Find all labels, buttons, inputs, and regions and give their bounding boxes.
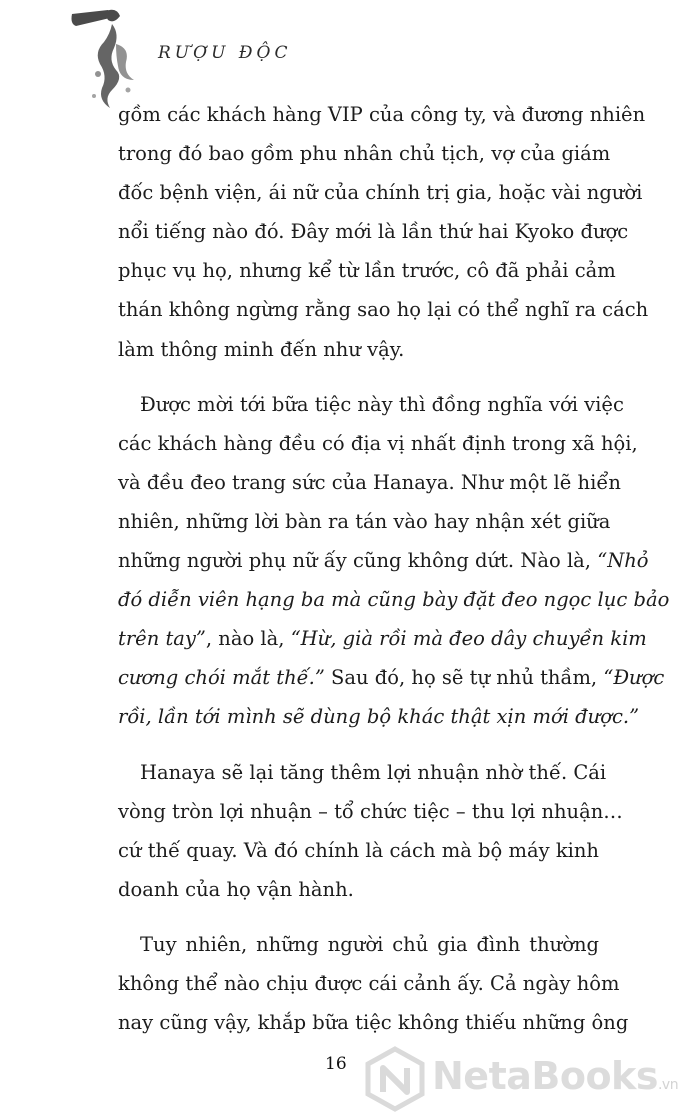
watermark-brand	[432, 1054, 678, 1098]
quote-text: “Nhỏ	[597, 549, 649, 573]
body-text	[118, 95, 670, 1042]
watermark-brand-text: NetaBooks	[432, 1054, 658, 1098]
text-line	[118, 541, 649, 580]
text-line: Hanaya sẽ lại tăng thêm lợi nhuận nhờ thế. Cái	[140, 760, 607, 784]
netabooks-logo-icon	[362, 1046, 428, 1112]
quote-text: “Hừ, già rồi mà đeo dây chuyền kim	[290, 627, 647, 651]
text-line: gồm các khách hàng VIP của công ty, và đương nhiên	[118, 103, 646, 126]
text-line: đốc bệnh viện, ái nữ của chính trị gia, hoặc vài người	[118, 181, 643, 205]
text-line	[118, 619, 647, 658]
text-line: doanh của họ vận hành.	[118, 877, 354, 901]
text-segment: , nào là,	[205, 627, 291, 651]
text-line: và đều đeo trang sức của Hanaya. Như một lẽ hiển	[118, 470, 621, 494]
text-line: làm thông minh đến như vậy.	[118, 337, 405, 361]
text-line: các khách hàng đều có địa vị nhất định trong xã hội,	[118, 431, 638, 455]
quote-text: đó diễn viên hạng ba mà cũng bày đặt đeo ngọc lục bảo	[118, 588, 670, 612]
text-line: nhiên, những lời bàn ra tán vào hay nhận xét giữa	[118, 509, 611, 533]
text-segment: những người phụ nữ ấy cũng không dứt. Nào là,	[118, 549, 598, 573]
text-line: nổi tiếng nào đó. Đây mới là lần thứ hai Kyoko được	[118, 220, 629, 244]
quote-text: trên tay”	[118, 627, 206, 651]
quote-text: “Được	[603, 666, 665, 690]
text-line: Được mời tới bữa tiệc này thì đồng nghĩa với việc	[140, 392, 624, 416]
quote-text: rồi, lần tới mình sẽ dùng bộ khác thật xịn mới được.”	[118, 705, 640, 729]
quote-text: cương chói mắt thế.”	[118, 666, 325, 690]
text-line: Tuy nhiên, những người chủ gia đình thường	[140, 932, 599, 956]
watermark-suffix: .vn	[657, 1077, 679, 1093]
text-line: không thể nào chịu được cái cảnh ấy. Cả ngày hôm	[118, 971, 620, 995]
text-segment: Sau đó, họ sẽ tự nhủ thầm,	[324, 666, 604, 690]
text-line: nay cũng vậy, khắp bữa tiệc không thiếu những ông	[118, 1011, 629, 1035]
page-number: 16	[325, 1054, 347, 1074]
text-line: phục vụ họ, nhưng kể từ lần trước, cô đã phải cảm	[118, 259, 616, 283]
text-line: trong đó bao gồm phu nhân chủ tịch, vợ của giám	[118, 142, 611, 166]
text-line	[118, 658, 665, 697]
text-line	[118, 697, 640, 736]
text-line: thán không ngừng rằng sao họ lại có thể nghĩ ra cách	[118, 298, 649, 322]
text-line	[118, 580, 670, 619]
text-line: cứ thế quay. Và đó chính là cách mà bộ máy kinh	[118, 838, 599, 862]
text-line: vòng tròn lợi nhuận – tổ chức tiệc – thu lợi nhuận…	[118, 799, 623, 823]
watermark	[362, 1040, 692, 1118]
book-title: RƯỢU ĐỘC	[158, 43, 292, 63]
